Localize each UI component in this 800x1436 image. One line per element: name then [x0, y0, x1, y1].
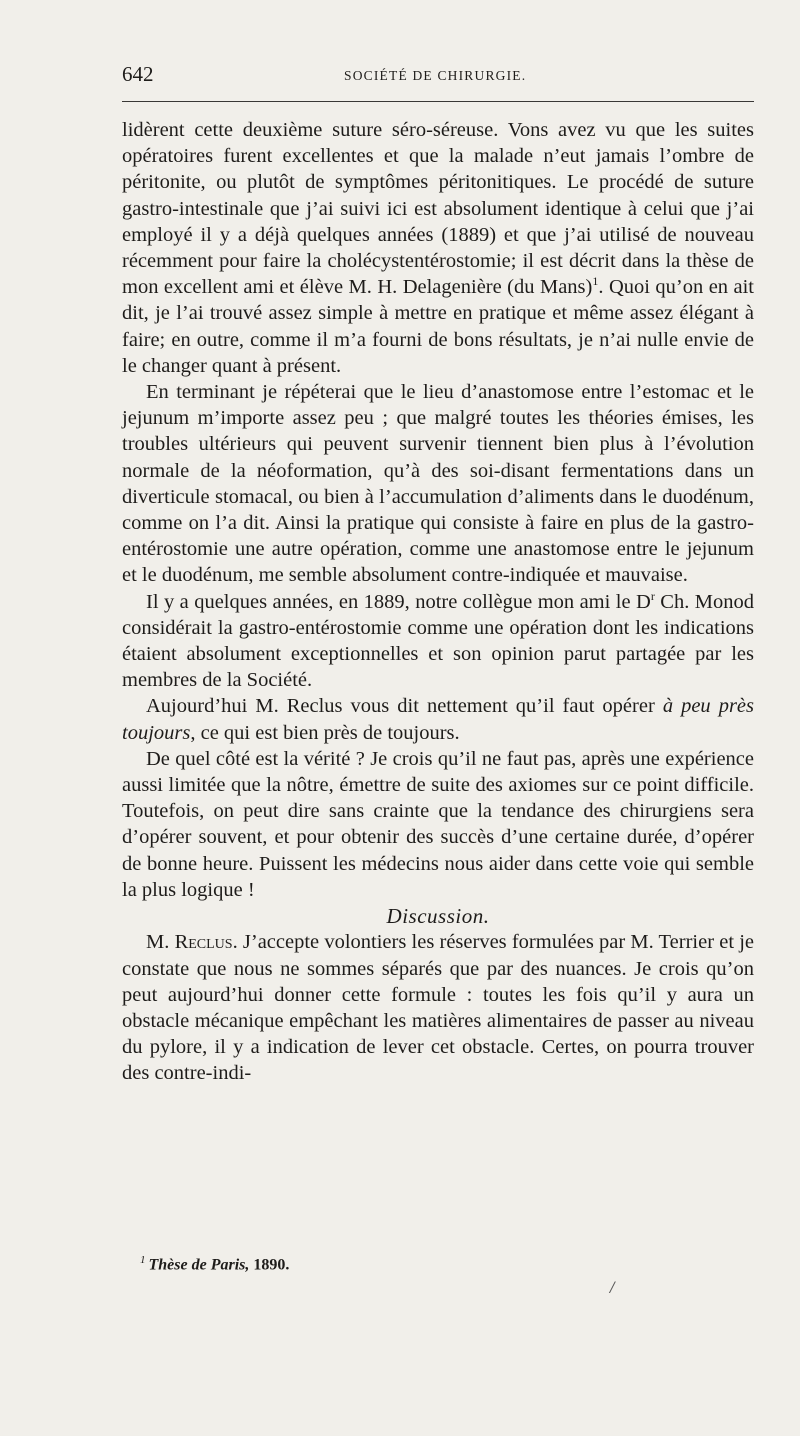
footnote-marker: 1 [140, 1254, 146, 1266]
paragraph-2: En terminant je répéterai que le lieu d’anastomose entre l’estomac et le jejunum m’importe assez peu ; que malgré toutes les théories émises, les troubles ultérieurs qui peuvent survenir tiennent bien plus à l’évolution normale de la néoformation, qu’à des soi-disant fermentations dans un diverticule stomacal, ou bien à l’accumulation d’aliments dans le duodénum, comme on l’a dit. Ainsi la pratique qui consiste à faire en plus de la gastro-entérostomie une autre opération, comme une anastomose entre le jejunum et le duodénum, me semble absolument contre-indiquée et mauvaise. [122, 381, 754, 587]
paragraph-6: M. Reclus. J’accepte volontiers les réserves formulées par M. Terrier et je constate que nous ne sommes séparés que par des nuances. Je crois qu’on peut aujourd’hui donner cette formule : toutes les fois qu’il y aura un obstacle mécanique empêchant les matières alimentaires de passer au niveau du pylore, il y a indication de lever cet obstacle. Certes, on pourra trouver des contre-indi- [122, 931, 755, 1085]
running-title: SOCIÉTÉ DE CHIRURGIE. [344, 68, 527, 83]
footnote-ref: 1 [592, 274, 599, 289]
speaker-name: Reclus [174, 931, 233, 954]
paragraph-4: Aujourd’hui M. Reclus vous dit nettement qu’il faut opérer à peu près toujours, ce qui est bien près de toujours. [122, 695, 755, 744]
body-text [122, 117, 754, 1087]
page-number: 642 [122, 62, 154, 86]
footnote-title: Thèse de Paris, [148, 1256, 250, 1274]
stray-mark: / [610, 1280, 615, 1296]
section-heading: Discussion. [386, 904, 490, 929]
paragraph-3: Il y a quelques années, en 1889, notre collègue mon ami le $D^r$ Ch. Monod considérait la gastro-entérostomie comme une opération dont les indications étaient absolument exceptionnelles et son opinion parut partagée par les membres de la Société. [122, 588, 754, 692]
paragraph-1: lidèrent cette deuxième suture séro-séreuse. Vons avez vu que les suites opératoires furent excellentes et que la malade n’eut jamais l’ombre de péritonite, ou plutôt de symptômes péritonitiques. Le procédé de suture gastro-intestinale que j’ai suivi ici est absolument identique à celui que j’ai employé il y a déjà quelques années (1889) et que j’ai utilisé de nouveau récemment pour faire la cholécystentérostomie; il est décrit dans la thèse de mon excellent ami et élève M. H. Delagenière (du Mans)$^1$. Quoi qu’on en ait dit, je l’ai trouvé assez simple à mettre en pratique et même assez élégant à faire; en outre, comme il m’a fourni de bons résultats, je n’ai nulle envie de le changer quant à présent. [122, 119, 754, 377]
emphasis: à peu près toujours [122, 695, 755, 744]
footnote-year: 1890. [249, 1256, 290, 1274]
footnote [140, 1254, 289, 1274]
page-header [122, 62, 754, 92]
paragraph-5: De quel côté est la vérité ? Je crois qu’il ne faut pas, après une expérience aussi limitée que la nôtre, émettre de suite des axiomes sur ce point difficile. Toutefois, on peut dire sans crainte que la tendance des chirurgiens sera d’opérer souvent, et pour obtenir des succès d’une certaine durée, d’opérer de bonne heure. Puissent les médecins nous aider dans cette voie qui semble la plus logique ! [122, 747, 754, 901]
header-rule [122, 101, 754, 102]
